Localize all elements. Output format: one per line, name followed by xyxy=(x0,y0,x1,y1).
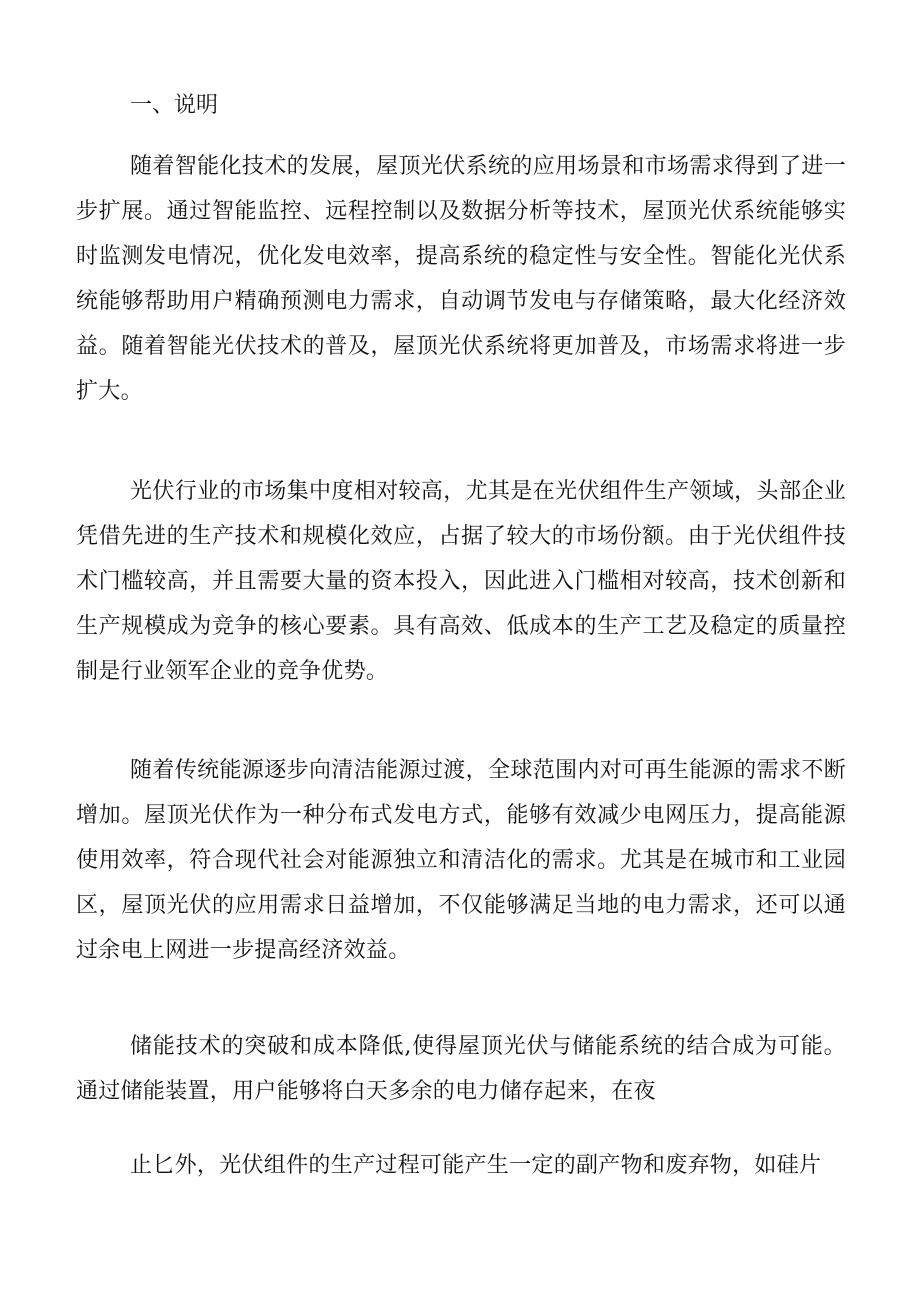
paragraph-market-concentration: 光伏行业的市场集中度相对较高，尤其是在光伏组件生产领域，头部企业凭借先进的生产技术和规模化效应，占据了较大的市场份额。由于光伏组件技术门槛较高，并且需要大量的资本投入，因此进入门槛相对较高，技术创新和生产规模成为竞争的核心要素。具有高效、低成本的生产工艺及稳定的质量控制是行业领军企业的竞争优势。 xyxy=(76,479,846,684)
paragraph-energy-storage: 储能技术的突破和成本降低,使得屋顶光伏与储能系统的结合成为可能。通过储能装置，用户能够将白天多余的电力储存起来，在夜 xyxy=(76,1034,846,1104)
section-heading: 一、说明 xyxy=(130,93,219,118)
paragraph-byproducts: 止匕外，光伏组件的生产过程可能产生一定的副产物和废弃物，如硅片 xyxy=(130,1153,822,1178)
paragraph-clean-energy-demand: 随着传统能源逐步向清洁能源过渡，全球范围内对可再生能源的需求不断增加。屋顶光伏作为一种分布式发电方式，能够有效减少电网压力，提高能源使用效率，符合现代社会对能源独立和清洁化的需求。尤其是在城市和工业园区，屋顶光伏的应用需求日益增加，不仅能够满足当地的电力需求，还可以通过余电上网进一步提高经济效益。 xyxy=(76,758,846,963)
paragraph-smart-pv: 随着智能化技术的发展，屋顶光伏系统的应用场景和市场需求得到了进一步扩展。通过智能监控、远程控制以及数据分析等技术，屋顶光伏系统能够实时监测发电情况，优化发电效率，提高系统的稳定性与安全性。智能化光伏系统能够帮助用户精确预测电力需求，自动调节发电与存储策略，最大化经济效益。随着智能光伏技术的普及，屋顶光伏系统将更加普及，市场需求将进一步扩大。 xyxy=(76,154,846,404)
